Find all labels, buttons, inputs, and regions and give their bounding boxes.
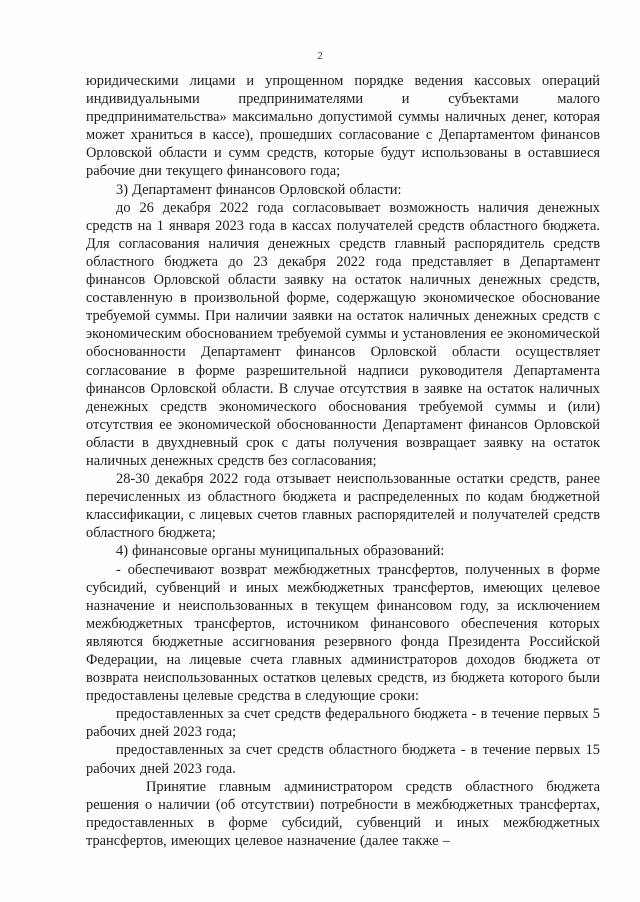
paragraph-regional-deadline: предоставленных за счет средств областного бюджета - в течение первых 15 рабочих дней 2023 года. [86, 742, 600, 777]
paragraph-decision-on-need: Принятие главным администратором средств областного бюджета решения о наличии (об отсутствии) потребности в межбюджетных трансфертах, предоставленных в форме субсидий, субвенций и иных межбюджетных трансфертов, имеющих целевое назначение (далее также – [86, 778, 600, 849]
paragraph-cash-limit-continuation: юридическими лицами и упрощенном порядке ведения кассовых операций индивидуальными предпринимателями и субъектами малого предпринимательства» максимально допустимой суммы наличных денег, которая может храниться в кассе), прошедших согласование с Департаментом финансов Орловской области и сумм средств, которые будут использованы в оставшиеся рабочие дни текущего финансового года; [86, 73, 600, 180]
paragraph-balance-recall: 28-30 декабря 2022 года отзывает неиспользованные остатки средств, ранее перечисленных из областного бюджета и распределенных по кодам бюджетной классификации, с лицевых счетов главных распорядителей и получателей средств областного бюджета; [86, 471, 600, 542]
paragraph-finance-department-heading: 3) Департамент финансов Орловской области: [116, 181, 402, 198]
paragraph-federal-deadline: предоставленных за счет средств федерального бюджета - в течение первых 5 рабочих дней 2023 года; [86, 706, 600, 741]
paragraph-cash-approval: до 26 декабря 2022 года согласовывает возможность наличия денежных средств на 1 января 2023 года в кассах получателей средств областного бюджета. Для согласования наличия денежных средств главный распорядитель средств областного бюджета до 23 декабря 2022 года представляет в Департамент финансов Орловской области заявку на остаток наличных денежных средств, составленную в произвольной форме, содержащую экономическое обоснование требуемой суммы. При наличии заявки на остаток наличных денежных средств с экономическим обоснованием требуемой суммы и установления ее экономической обоснованности Департамент финансов Орловской области осуществляет согласование в форме разрешительной надписи руководителя Департамента финансов Орловской области. В случае отсутствия в заявке на остаток наличных денежных средств экономического обоснования требуемой суммы и (или) отсутствия ее экономической обоснованности Департамент финансов Орловской области в двухдневный срок с даты получения возвращает заявку на остаток наличных денежных средств без согласования; [86, 199, 600, 469]
page-number: 2 [317, 50, 323, 62]
document-body [86, 72, 600, 850]
paragraph-municipal-bodies-heading: 4) финансовые органы муниципальных образований: [116, 543, 445, 560]
paragraph-transfer-return: - обеспечивают возврат межбюджетных трансфертов, полученных в форме субсидий, субвенций и иных межбюджетных трансфертов, имеющих целевое назначение и неиспользованных в текущем финансовом году, за исключением межбюджетных трансфертов, источником финансового обеспечения которых являются бюджетные ассигнования резервного фонда Президента Российской Федерации, на лицевые счета главных администраторов доходов бюджета от возврата неиспользованных остатков целевых средств, из бюджета которого были предоставлены целевые средства в следующие сроки: [86, 561, 600, 705]
